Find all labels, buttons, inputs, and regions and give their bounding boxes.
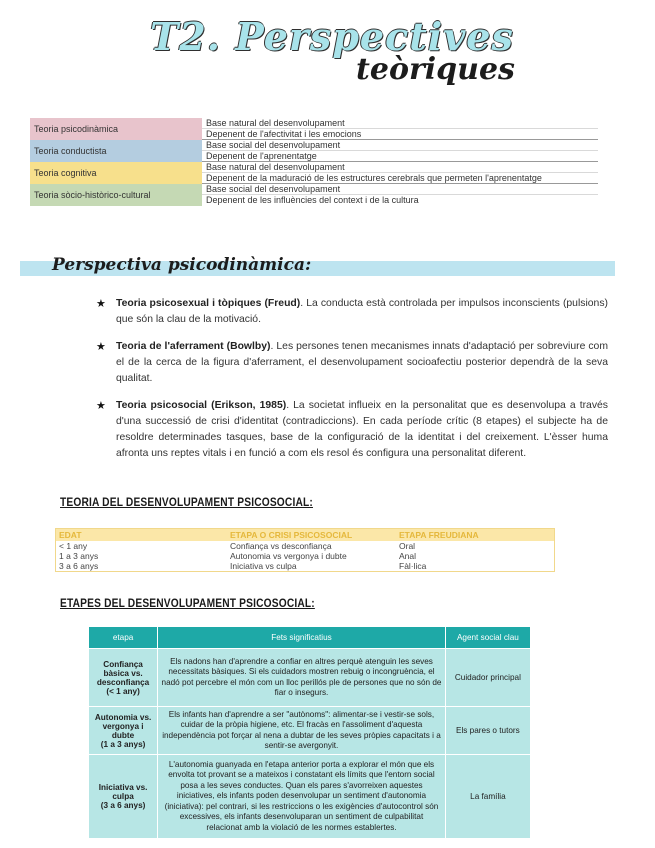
- erikson-stages-table: [55, 528, 555, 572]
- column-header: ETAPA FREUDIANA: [396, 529, 555, 542]
- theory-desc-line: Base natural del desenvolupament: [202, 162, 598, 173]
- stage-cell: [89, 649, 158, 707]
- theory-row-cognitiva: [30, 162, 598, 184]
- theory-bullet-list: [96, 296, 608, 473]
- theory-label: Teoria psicodinàmica: [30, 118, 202, 140]
- theory-desc-line: Base social del desenvolupament: [202, 184, 598, 195]
- stage-cell: [89, 707, 158, 755]
- column-header: EDAT: [56, 529, 228, 542]
- bullet-text: . Les persones tenen mecanismes innats d'adaptació per sobreviure com el de la cerca de la figura d'aferrament, el desenvolupament socioafectiu posterior dependrà de la seva qualitat.: [116, 341, 608, 384]
- table-header-row: [89, 627, 531, 649]
- table-row: [89, 649, 531, 707]
- agent-cell: Els pares o tutors: [445, 707, 530, 755]
- theory-label: Teoria sòcio-històrico-cultural: [30, 184, 202, 206]
- theory-desc-line: Depenent de la maduració de les estructures cerebrals que permeten l'aprenentatge: [202, 173, 598, 184]
- bullet-text: . La conducta està controlada per impulsos inconscients (pulsions) que són la clau de la motivació.: [116, 298, 608, 325]
- table-cell: 1 a 3 anys: [59, 551, 99, 561]
- table-cell: Confiança vs desconfiança: [230, 541, 332, 551]
- stage-name: Autonomia vs. vergonya i dubte: [94, 712, 152, 740]
- table-cell: Autonomia vs vergonya i dubte: [230, 551, 347, 561]
- bullet-item: [96, 398, 608, 462]
- theory-label: Teoria conductista: [30, 140, 202, 162]
- page-title-line2: teòriques: [356, 52, 515, 87]
- facts-cell: L'autonomia guanyada en l'etapa anterior porta a explorar el món que els envolta tot provant se a mateixos i constatant els límits que l'entorn social posa a les seves conductes. Quan els pares s'avorreixen aquestes iniciatives, els infants poden desenvolupar un sentiment d'autonomia (iniciativa): pel contrari, si les restriccions o les exigències d'autocontrol són excessives, els infants desenvoluparan un sentiment de culpabilitat relacionat amb la violació de les normes establertes.: [158, 755, 446, 839]
- stage-cell: [89, 755, 158, 839]
- column-header: Fets significatius: [158, 627, 446, 649]
- table-cell: Oral: [399, 541, 416, 551]
- stage-age: (3 a 6 anys): [100, 801, 146, 810]
- table-row: [56, 561, 555, 572]
- theory-desc-line: Base natural del desenvolupament: [202, 118, 598, 129]
- table-row: [89, 755, 531, 839]
- facts-cell: Els infants han d'aprendre a ser "autònoms": alimentar-se i vestir-se sols, cuidar de la pròpia higiene, etc. El fracàs en l'assoliment d'aquesta independència pot forçar al nena a dubtar de les seves pròpies capacitats i a sentir-se avergonyit.: [158, 707, 446, 755]
- facts-cell: Els nadons han d'aprendre a confiar en altres perquè atenguin les seves necessitats bàsiques. Si els cuidadors mostren rebuig o incongruència, el nadó pot percebre el món com un lloc perillós ple de persones que no són de fiar o insegurs.: [158, 649, 446, 707]
- theory-row-conductista: [30, 140, 598, 162]
- column-header: Agent social clau: [445, 627, 530, 649]
- table-cell: Anal: [399, 551, 417, 561]
- theory-desc-line: Depenent de les influències del context i de la cultura: [206, 195, 419, 205]
- table-cell: Iniciativa vs culpa: [230, 561, 297, 571]
- page-title-line1: T2. Perspectives: [150, 14, 514, 59]
- theory-desc-line: Depenent de l'afectivitat i les emocions: [202, 129, 598, 140]
- stage-age: (1 a 3 anys): [100, 739, 146, 749]
- bullet-item: [96, 339, 608, 387]
- stage-name: Iniciativa vs. culpa: [98, 783, 148, 801]
- bullet-title: Teoria psicosocial (Erikson, 1985): [116, 400, 287, 411]
- star-bullet-icon: ★: [96, 341, 106, 353]
- star-bullet-icon: ★: [96, 298, 106, 310]
- theory-row-psicodinamica: [30, 118, 598, 140]
- theory-row-sociocultural: [30, 184, 598, 206]
- column-header: ETAPA O CRISI PSICOSOCIAL: [227, 529, 396, 542]
- theory-desc-line: Base social del desenvolupament: [202, 140, 598, 151]
- agent-cell: Cuidador principal: [445, 649, 530, 707]
- table-row: [89, 707, 531, 755]
- theory-desc-line: Depenent de l'aprenentatge: [202, 151, 598, 162]
- heading-psychosocial-theory: TEORIA DEL DESENVOLUPAMENT PSICOSOCIAL:: [60, 495, 313, 509]
- bullet-title: Teoria psicosexual i tòpiques (Freud): [116, 298, 301, 309]
- theory-label: Teoria cognitiva: [30, 162, 202, 184]
- table-header-row: [56, 529, 555, 542]
- table-row: [56, 551, 555, 561]
- bullet-title: Teoria de l'aferrament (Bowlby): [116, 341, 271, 352]
- bullet-text: . La societat influeix en la personalitat que es desenvolupa a través d'una successió de crisi d'identitat (contradiccions). En cada període crític (8 etapes) el subjecte ha de resoldre determinades tasques, base de la configuració de la identitat i del creixement. L'èsser huma afronta uns reptes vitals i en funció a com els resol és configura una personalitat diferent.: [116, 400, 608, 459]
- table-cell: Fàl·lica: [399, 561, 427, 571]
- agent-cell: La família: [445, 755, 530, 839]
- table-row: [56, 541, 555, 551]
- theories-table: [30, 118, 598, 206]
- psychosocial-stages-table: [88, 626, 531, 839]
- section-title: Perspectiva psicodinàmica:: [52, 255, 312, 275]
- heading-psychosocial-stages: ETAPES DEL DESENVOLUPAMENT PSICOSOCIAL:: [60, 596, 315, 610]
- star-bullet-icon: ★: [96, 400, 106, 412]
- bullet-item: [96, 296, 608, 328]
- stage-age: (< 1 any): [106, 686, 140, 696]
- column-header: etapa: [89, 627, 158, 649]
- table-cell: < 1 any: [59, 541, 88, 551]
- table-cell: 3 a 6 anys: [59, 561, 99, 571]
- stage-name: Confiança bàsica vs. desconfiança: [96, 659, 150, 687]
